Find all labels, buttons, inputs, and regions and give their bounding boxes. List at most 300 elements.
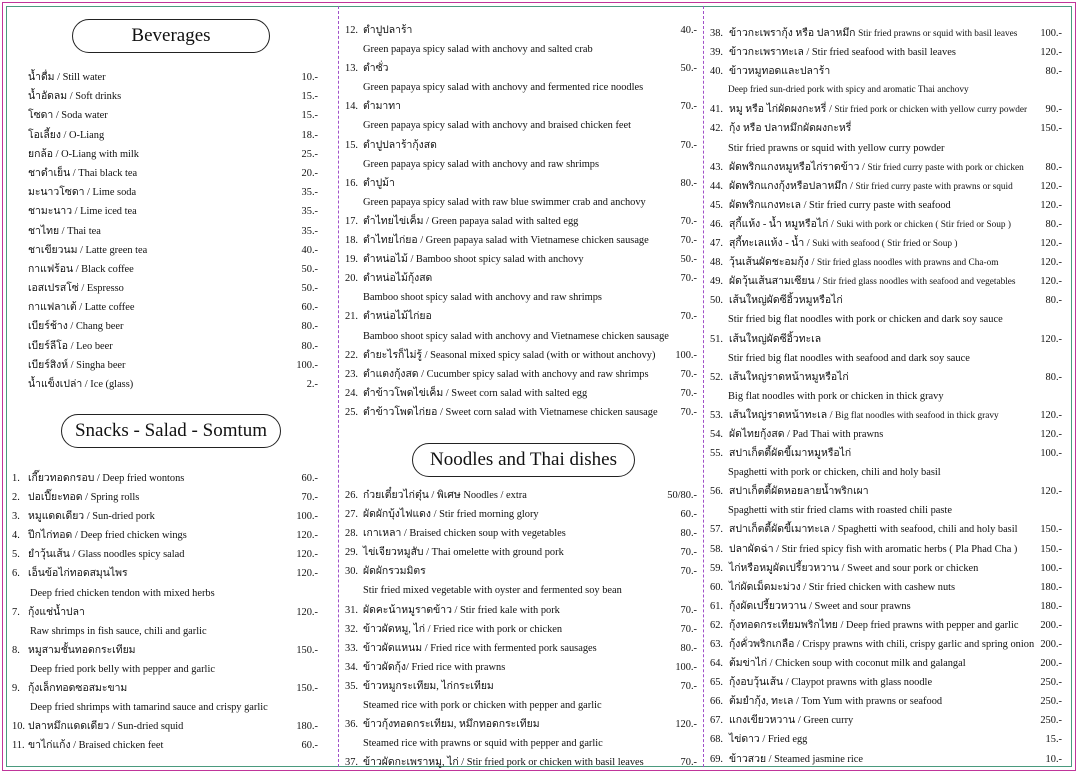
menu-item-name: โซดา / Soda water xyxy=(28,110,108,122)
menu-item-name: ต้มยำกุ้ง, ทะเล / Tom Yum with prawns or seafood xyxy=(729,696,943,708)
menu-item-price: 150.- xyxy=(296,683,318,695)
menu-item xyxy=(28,202,318,221)
menu-item-price: 120.- xyxy=(1040,199,1062,211)
menu-item xyxy=(12,507,318,526)
menu-item-name: เอ็นข้อไก่ทอดสมุนไพร xyxy=(28,568,128,580)
menu-item-price: 18.- xyxy=(301,129,318,141)
menu-item-number: 39. xyxy=(710,47,723,59)
menu-item xyxy=(28,145,318,164)
menu-item xyxy=(345,505,697,524)
menu-item-name: วุ้นเส้นผัดชะอมกุ้ง / xyxy=(729,257,815,269)
menu-item-price: 180.- xyxy=(1040,581,1062,593)
menu-item xyxy=(345,562,697,581)
menu-item-description: Green papaya spicy salad with anchovy and braised chicken feet xyxy=(363,120,632,132)
menu-item-price: 70.- xyxy=(680,368,697,380)
menu-item-price: 250.- xyxy=(1040,715,1062,727)
menu-item-price: 180.- xyxy=(1040,600,1062,612)
menu-item-number: 61. xyxy=(710,600,723,612)
menu-item-name: ตำหน่อไม้ / Bamboo shoot spicy salad with anchovy xyxy=(363,254,584,266)
menu-item-name: น้ำอัดลม / Soft drinks xyxy=(28,91,122,103)
menu-item-name: ข้าวผัดแหนม / Fried rice with fermented pork sausages xyxy=(363,642,597,654)
menu-item-description: Big flat noodles with pork or chicken in thick gravy xyxy=(728,390,944,402)
menu-item xyxy=(710,215,1062,234)
menu-item xyxy=(28,164,318,183)
menu-item-name: ตำหน่อไม้กุ้งสด xyxy=(363,273,433,285)
menu-item-name: เส้นใหญ่ราดหน้าหมูหรือไก่ xyxy=(729,371,849,383)
menu-item-price: 20.- xyxy=(301,167,318,179)
menu-item-number: 50. xyxy=(710,295,723,307)
menu-item-name: ต้มข่าไก่ / Chicken soup with coconut milk and galangal xyxy=(729,658,966,670)
menu-item-price: 50.- xyxy=(301,283,318,295)
menu-item-price: 120.- xyxy=(1040,238,1062,250)
menu-item-name: ตำไทยไข่เค็ม / Green papaya salad with salted egg xyxy=(363,215,579,227)
menu-item-price: 35.- xyxy=(301,206,318,218)
menu-item xyxy=(710,62,1062,81)
menu-item xyxy=(28,317,318,336)
menu-item-price: 80.- xyxy=(1045,161,1062,173)
menu-item-number: 25. xyxy=(345,406,358,418)
menu-item-number: 65. xyxy=(710,677,723,689)
menu-item-number: 10. xyxy=(12,721,25,733)
menu-item-number: 44. xyxy=(710,180,723,192)
menu-item xyxy=(345,543,697,562)
menu-item-name: กุ้งอบวุ้นเส้น / Claypot prawns with glass noodle xyxy=(729,677,933,689)
menu-item-price: 60.- xyxy=(680,509,697,521)
menu-item-name: ตำปูปลาร้ากุ้งสด xyxy=(363,139,437,151)
menu-item-number: 14. xyxy=(345,101,358,113)
menu-item-name: ตำไทยไก่ยอ / Green papaya salad with Vietnamese chicken sausage xyxy=(363,235,649,247)
menu-item xyxy=(345,384,697,403)
menu-item-price: 80.- xyxy=(680,177,697,189)
menu-item xyxy=(28,279,318,298)
menu-item-name: ข้าวกุ้งทอดกระเทียม, หมึกทอดกระเทียม xyxy=(363,719,540,731)
menu-item xyxy=(710,616,1062,635)
column-divider-left xyxy=(338,6,339,767)
menu-item-price: 120.- xyxy=(296,606,318,618)
menu-item-number: 18. xyxy=(345,235,358,247)
menu-item-number: 40. xyxy=(710,66,723,78)
menu-item-number: 47. xyxy=(710,238,723,250)
menu-item-number: 33. xyxy=(345,642,358,654)
menu-item-name: ชาไทย / Thai tea xyxy=(28,225,101,237)
menu-item xyxy=(12,526,318,545)
menu-item-price: 100.- xyxy=(1040,448,1062,460)
menu-item xyxy=(710,406,1062,425)
menu-item-name: มะนาวโซดา / Lime soda xyxy=(28,187,137,199)
menu-item-description: Stir fried prawns or squid with yellow curry powder xyxy=(728,142,945,154)
menu-item xyxy=(710,520,1062,539)
menu-item-number: 35. xyxy=(345,680,358,692)
menu-item-price: 25.- xyxy=(301,148,318,160)
menu-item xyxy=(28,222,318,241)
menu-item-name: สปาเก็ตตี้ผัดขี้เมาทะเล / Spaghetti with seafood, chili and holy basil xyxy=(729,524,1018,536)
menu-item-name: เบียร์สิงห์ / Singha beer xyxy=(28,359,126,371)
menu-item xyxy=(710,119,1062,138)
menu-item-name: ชาดำเย็น / Thai black tea xyxy=(28,167,138,179)
menu-item xyxy=(345,269,697,288)
menu-item-name: ก๋วยเตี๋ยวไก่ตุ๋น / พิเศษ Noodles / extra xyxy=(363,490,527,501)
menu-item-number: 4. xyxy=(12,530,20,542)
menu-item-description: Green papaya spicy salad with raw blue swimmer crab and anchovy xyxy=(363,196,646,208)
menu-item-name: ชามะนาว / Lime iced tea xyxy=(28,206,137,218)
menu-item xyxy=(710,444,1062,463)
menu-item-english: Stir fried glass noodles with prawns and Cha-om xyxy=(816,258,999,269)
menu-item-name: น้ำแข็งเปล่า / Ice (glass) xyxy=(28,379,134,390)
menu-item-name: สปาเก็ตตี้ผัดขี้เมาหมูหรือไก่ xyxy=(729,448,852,460)
menu-item-name: หมู หรือ ไก่ผัดผงกะหรี่ / xyxy=(729,104,832,116)
menu-item-price: 15.- xyxy=(301,91,318,103)
menu-item-name: ข้าวสวย / Steamed jasmine rice xyxy=(729,753,863,765)
menu-item-name: ไข่เจียวหมูสับ / Thai omelette with ground pork xyxy=(363,547,564,559)
menu-item-price: 40.- xyxy=(301,244,318,256)
menu-item-number: 7. xyxy=(12,606,20,618)
menu-item-price: 100.- xyxy=(296,359,318,371)
menu-item-price: 250.- xyxy=(1040,696,1062,708)
menu-item xyxy=(710,177,1062,196)
menu-item-price: 100.- xyxy=(296,511,318,523)
menu-item-name: ข้าวหมูกระเทียม, ไก่กระเทียม xyxy=(363,680,494,692)
menu-item xyxy=(12,488,318,507)
menu-item xyxy=(345,136,697,155)
menu-item-price: 120.- xyxy=(296,568,318,580)
menu-item-name: หมูแดดเดียว / Sun-dried pork xyxy=(28,511,155,523)
menu-item-name: ข้าวหมูทอดและปลาร้า xyxy=(729,66,831,78)
menu-item-number: 62. xyxy=(710,619,723,631)
menu-item-english: Big flat noodles with seafood in thick gravy xyxy=(835,410,999,421)
menu-item-number: 57. xyxy=(710,524,723,536)
menu-item xyxy=(710,100,1062,119)
menu-item-number: 48. xyxy=(710,257,723,269)
menu-item-name: เบียร์ลีโอ / Leo beer xyxy=(28,340,113,352)
menu-item-price: 80.- xyxy=(301,321,318,333)
menu-item xyxy=(710,578,1062,597)
menu-item-name: ตำปูม้า xyxy=(363,177,395,189)
menu-item-description: Spaghetti with pork or chicken, chili and holy basil xyxy=(728,467,941,479)
menu-item-number: 67. xyxy=(710,715,723,727)
menu-item-name: ข้าวผัดหมู, ไก่ / Fried rice with pork or chicken xyxy=(363,623,563,635)
menu-item xyxy=(710,635,1062,654)
menu-item-number: 12. xyxy=(345,25,358,36)
menu-item xyxy=(12,564,318,583)
menu-item-price: 70.- xyxy=(680,139,697,151)
menu-item-price: 70.- xyxy=(301,492,318,504)
menu-item-price: 180.- xyxy=(296,721,318,733)
menu-item xyxy=(710,368,1062,387)
menu-item-name: เกี๊ยวทอดกรอบ / Deep fried wontons xyxy=(28,473,185,484)
menu-item-number: 63. xyxy=(710,639,723,650)
menu-item-name: ปลาผัดฉ่า / Stir fried spicy fish with aromatic herbs ( Pla Phad Cha ) xyxy=(729,543,1018,555)
menu-item-price: 60.- xyxy=(301,302,318,314)
menu-item-description: Stir fried big flat noodles with pork or chicken and dark soy sauce xyxy=(728,314,1003,326)
menu-item-price: 70.- xyxy=(680,235,697,247)
menu-item-price: 150.- xyxy=(1040,524,1062,536)
menu-item-name: ตำซั่ว xyxy=(363,63,389,75)
menu-item-name: ผัดพริกแกงทะเล / Stir fried curry paste with seafood xyxy=(729,199,951,211)
menu-item-description: Steamed rice with pork or chicken with pepper and garlic xyxy=(363,700,602,712)
noodles-heading: Noodles and Thai dishes xyxy=(412,443,635,477)
menu-item-description: Deep fried sun-dried pork with spicy and aromatic Thai anchovy xyxy=(728,85,969,96)
menu-item-name: ตำข้าวโพดไก่ยอ / Sweet corn salad with Vietnamese chicken sausage xyxy=(363,406,658,418)
menu-item-description: Deep fried chicken tendon with mixed herbs xyxy=(30,587,215,599)
menu-item-name: ยกล้อ / O-Liang with milk xyxy=(28,148,139,160)
menu-item-description: Bamboo shoot spicy salad with anchovy and Vietnamese chicken sausage xyxy=(363,330,669,342)
menu-item xyxy=(28,260,318,279)
menu-item xyxy=(12,736,318,755)
menu-item-price: 80.- xyxy=(1045,218,1062,230)
menu-item xyxy=(345,658,697,677)
menu-item-price: 120.- xyxy=(296,549,318,561)
menu-item-price: 35.- xyxy=(301,187,318,199)
beverages-list xyxy=(28,68,318,394)
menu-item xyxy=(345,403,697,422)
menu-item xyxy=(710,253,1062,272)
menu-item-name: หมูสามชั้นทอดกระเทียม xyxy=(28,644,136,656)
menu-item xyxy=(710,330,1062,349)
menu-item-number: 41. xyxy=(710,104,723,116)
menu-item-price: 90.- xyxy=(1045,104,1062,116)
menu-item-name: ตำยะไรก็ไม่รู้ / Seasonal mixed spicy salad (with or without anchovy) xyxy=(363,349,656,361)
menu-item-name: ปอเปี๊ยะทอด / Spring rolls xyxy=(28,492,140,504)
menu-item-description: Raw shrimps in fish sauce, chili and garlic xyxy=(30,625,207,637)
menu-item-number: 28. xyxy=(345,528,358,540)
menu-item-price: 100.- xyxy=(675,349,697,361)
menu-item-price: 70.- xyxy=(680,680,697,692)
menu-item-name: สปาเก็ตตี้ผัดหอยลายน้ำพริกเผา xyxy=(729,486,869,498)
menu-item-number: 54. xyxy=(710,428,723,440)
menu-item-price: 80.- xyxy=(301,340,318,352)
menu-item xyxy=(12,717,318,736)
menu-item-name: กุ้งแช่น้ำปลา xyxy=(28,606,85,618)
menu-item-price: 70.- xyxy=(680,604,697,616)
menu-item xyxy=(345,21,697,40)
menu-item-name: ขาไก่แก้ง / Braised chicken feet xyxy=(28,740,164,752)
menu-item-price: 80.- xyxy=(680,642,697,654)
menu-item-description: Spaghetti with stir fried clams with roasted chili paste xyxy=(728,505,952,517)
main-dishes-list xyxy=(710,24,1062,769)
menu-item xyxy=(710,482,1062,501)
menu-item-name: กุ้งคั่วพริกเกลือ / Crispy prawns with chili, crispy garlic and spring onion xyxy=(729,639,1035,650)
menu-item-number: 5. xyxy=(12,549,20,561)
menu-item-name: ผัดพริกแกงกุ้งหรือปลาหมึก / xyxy=(729,180,853,192)
menu-item xyxy=(345,212,697,231)
menu-item-name: ข้าวผัดกุ้ง/ Fried rice with prawns xyxy=(363,661,506,673)
menu-item-number: 66. xyxy=(710,696,723,708)
menu-item-number: 13. xyxy=(345,63,358,75)
menu-item-name: แกงเขียวหวาน / Green curry xyxy=(729,715,854,727)
menu-item xyxy=(710,24,1062,43)
menu-item-number: 52. xyxy=(710,371,723,383)
menu-item xyxy=(345,346,697,365)
menu-item-name: ไข่ดาว / Fried egg xyxy=(729,734,808,746)
menu-item-number: 36. xyxy=(345,719,358,731)
menu-item xyxy=(28,106,318,125)
menu-item-price: 50/80.- xyxy=(667,490,697,501)
menu-item xyxy=(345,365,697,384)
menu-item-number: 20. xyxy=(345,273,358,285)
menu-item-name: โอเลี้ยง / O-Liang xyxy=(28,129,105,141)
menu-item-english: Stir fried curry paste with pork or chicken xyxy=(867,162,1024,173)
menu-item-name: ผัดคะน้าหมูราดข้าว / Stir fried kale with pork xyxy=(363,604,560,616)
menu-item xyxy=(28,241,318,260)
menu-item xyxy=(345,97,697,116)
menu-item-number: 64. xyxy=(710,658,723,670)
menu-item-name: ผัดผักบุ้งไฟแดง / Stir fried morning glory xyxy=(363,509,539,521)
menu-item-name: ผัดไทยกุ้งสด / Pad Thai with prawns xyxy=(729,428,884,440)
menu-item-name: ปลาหมึกแดดเดียว / Sun-dried squid xyxy=(28,721,184,733)
menu-item-number: 43. xyxy=(710,161,723,173)
menu-item-number: 17. xyxy=(345,215,358,227)
menu-item xyxy=(710,559,1062,578)
menu-item-name: กาแฟร้อน / Black coffee xyxy=(28,263,134,275)
menu-item-name: กุ้งทอดกระเทียมพริกไทย / Deep fried prawns with pepper and garlic xyxy=(729,619,1019,631)
menu-item-number: 21. xyxy=(345,311,358,323)
menu-item-price: 15.- xyxy=(1045,734,1062,746)
menu-item xyxy=(345,753,697,772)
menu-item-price: 100.- xyxy=(1040,28,1062,39)
menu-item xyxy=(345,486,697,505)
menu-item-description: Green papaya spicy salad with anchovy and raw shrimps xyxy=(363,158,600,170)
menu-item-price: 70.- xyxy=(680,757,697,769)
menu-item-price: 250.- xyxy=(1040,677,1062,689)
menu-item xyxy=(710,540,1062,559)
menu-item xyxy=(710,196,1062,215)
menu-item xyxy=(710,234,1062,253)
menu-item-price: 120.- xyxy=(1040,486,1062,498)
menu-item-price: 2.- xyxy=(306,379,318,390)
menu-item-number: 24. xyxy=(345,387,358,399)
menu-item-price: 120.- xyxy=(1040,276,1062,288)
menu-item-number: 11. xyxy=(12,740,25,752)
menu-item-price: 50.- xyxy=(680,63,697,75)
menu-item-number: 19. xyxy=(345,254,358,266)
menu-item-name: เส้นใหญ่ราดหน้าทะเล / xyxy=(729,409,833,421)
menu-item xyxy=(710,43,1062,62)
menu-item-number: 42. xyxy=(710,123,723,135)
menu-item xyxy=(12,679,318,698)
menu-item-price: 70.- xyxy=(680,101,697,113)
menu-item-price: 70.- xyxy=(680,387,697,399)
menu-item-price: 70.- xyxy=(680,566,697,578)
menu-item xyxy=(345,524,697,543)
menu-item-name: ข้าวผัดกะเพราหมู, ไก่ / Stir fried pork or chicken with basil leaves xyxy=(363,757,644,769)
menu-item-price: 120.- xyxy=(1040,333,1062,345)
menu-item-number: 58. xyxy=(710,543,723,555)
menu-item-number: 1. xyxy=(12,473,20,484)
menu-item-english: Suki with seafood ( Stir fried or Soup ) xyxy=(812,239,958,250)
menu-item xyxy=(12,469,318,488)
menu-item-number: 60. xyxy=(710,581,723,593)
menu-item-name: ตำหน่อไม้ไก่ยอ xyxy=(363,311,432,323)
menu-item-price: 70.- xyxy=(680,273,697,285)
menu-item xyxy=(28,356,318,375)
menu-item-number: 27. xyxy=(345,509,358,521)
menu-item-price: 150.- xyxy=(296,644,318,656)
menu-item-name: กาแฟลาเต้ / Latte coffee xyxy=(28,302,135,314)
menu-item-number: 55. xyxy=(710,448,723,460)
menu-item-description: Stir fried mixed vegetable with oyster and fermented soy bean xyxy=(363,585,622,597)
menu-item-number: 34. xyxy=(345,661,358,673)
menu-item-price: 100.- xyxy=(675,661,697,673)
menu-item xyxy=(345,174,697,193)
menu-item-number: 29. xyxy=(345,547,358,559)
menu-item-description: Steamed rice with prawns or squid with pepper and garlic xyxy=(363,738,603,750)
menu-item-price: 150.- xyxy=(1040,543,1062,555)
menu-item-price: 150.- xyxy=(1040,123,1062,135)
menu-item xyxy=(710,692,1062,711)
menu-item xyxy=(345,307,697,326)
menu-item-price: 60.- xyxy=(301,473,318,484)
menu-item-number: 6. xyxy=(12,568,20,580)
menu-item-number: 49. xyxy=(710,276,723,288)
menu-item-name: ตำมาทา xyxy=(363,101,401,113)
menu-item-price: 80.- xyxy=(1045,371,1062,383)
menu-item-price: 120.- xyxy=(1040,180,1062,192)
menu-item xyxy=(710,272,1062,291)
menu-item-number: 53. xyxy=(710,409,723,421)
menu-item-number: 23. xyxy=(345,368,358,380)
menu-item-price: 200.- xyxy=(1040,658,1062,670)
menu-item-price: 120.- xyxy=(675,719,697,731)
menu-item-number: 15. xyxy=(345,139,358,151)
menu-item xyxy=(345,601,697,620)
beverages-heading: Beverages xyxy=(72,19,270,53)
menu-item-number: 8. xyxy=(12,644,20,656)
menu-item-number: 37. xyxy=(345,757,358,769)
menu-item-name: เอสเปรสโซ่ / Espresso xyxy=(28,283,124,295)
menu-item-number: 9. xyxy=(12,683,20,695)
menu-item-price: 35.- xyxy=(301,225,318,237)
menu-item-price: 70.- xyxy=(680,406,697,418)
menu-item-description: Deep fried pork belly with pepper and garlic xyxy=(30,663,215,675)
menu-item-name: ยำวุ้นเส้น / Glass noodles spicy salad xyxy=(28,549,185,561)
menu-item xyxy=(710,425,1062,444)
menu-item xyxy=(28,68,318,87)
menu-item xyxy=(710,158,1062,177)
menu-item-number: 31. xyxy=(345,604,358,616)
menu-item-english: Stir fried pork or chicken with yellow curry powder xyxy=(834,105,1028,116)
menu-item xyxy=(28,375,318,394)
menu-item-name: กุ้ง หรือ ปลาหมึกผัดผงกะหรี่ xyxy=(729,123,852,135)
menu-item-price: 200.- xyxy=(1040,619,1062,631)
menu-item-price: 100.- xyxy=(1040,562,1062,574)
menu-item-name: กุ้งผัดเปรี้ยวหวาน / Sweet and sour prawns xyxy=(729,600,911,612)
menu-item-description: Green papaya spicy salad with anchovy and salted crab xyxy=(363,44,593,56)
menu-item xyxy=(345,59,697,78)
menu-item xyxy=(28,337,318,356)
menu-item xyxy=(710,673,1062,692)
menu-item-name: ไก่หรือหมูผัดเปรี้ยวหวาน / Sweet and sour pork or chicken xyxy=(729,562,979,574)
menu-item-number: 38. xyxy=(710,28,723,39)
menu-item-price: 120.- xyxy=(1040,257,1062,269)
menu-item-english: Stir fried glass noodles with seafood and vegetables xyxy=(822,277,1016,288)
menu-item xyxy=(345,715,697,734)
menu-item-price: 120.- xyxy=(296,530,318,542)
menu-item-name: เกาเหลา / Braised chicken soup with vegetables xyxy=(363,528,566,540)
menu-item-number: 32. xyxy=(345,623,358,635)
menu-item-number: 2. xyxy=(12,492,20,504)
menu-item xyxy=(28,183,318,202)
menu-item-number: 56. xyxy=(710,486,723,498)
menu-item-number: 51. xyxy=(710,333,723,345)
menu-item xyxy=(12,545,318,564)
menu-item xyxy=(345,639,697,658)
menu-item-number: 16. xyxy=(345,177,358,189)
menu-item xyxy=(710,597,1062,616)
menu-item-price: 60.- xyxy=(301,740,318,752)
menu-item xyxy=(345,677,697,696)
menu-item-number: 26. xyxy=(345,490,358,501)
menu-item-price: 120.- xyxy=(1040,409,1062,421)
